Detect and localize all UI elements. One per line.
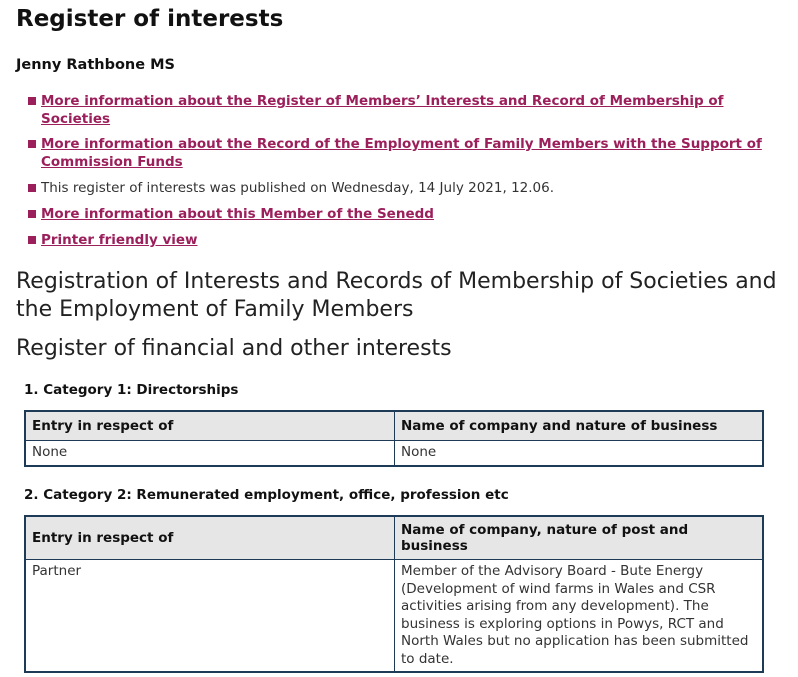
column-header: Entry in respect of bbox=[25, 516, 395, 560]
category1-title: 1. Category 1: Directorships bbox=[24, 382, 239, 398]
published-date-text: This register of interests was published on Wednesday, 14 July 2021, 12.06. bbox=[41, 180, 555, 196]
category2-title: 2. Category 2: Remunerated employment, office, profession etc bbox=[24, 487, 509, 503]
member-info-link[interactable]: More information about this Member of the Senedd bbox=[41, 206, 434, 222]
printer-friendly-link[interactable]: Printer friendly view bbox=[41, 232, 198, 248]
list-item bbox=[28, 135, 768, 171]
list-item bbox=[28, 179, 768, 197]
table-cell: Partner bbox=[25, 560, 395, 673]
table-cell: None bbox=[25, 441, 395, 466]
table-row bbox=[25, 441, 763, 466]
list-item bbox=[28, 205, 768, 223]
meta-list bbox=[28, 179, 768, 257]
bullet-square-icon bbox=[28, 210, 36, 218]
column-header: Name of company, nature of post and business bbox=[395, 516, 764, 560]
column-header: Entry in respect of bbox=[25, 411, 395, 441]
bullet-square-icon bbox=[28, 236, 36, 244]
registration-heading: Registration of Interests and Records of Membership of Societies and the Employment of Family Members bbox=[16, 269, 777, 322]
bullet-square-icon bbox=[28, 140, 36, 148]
employment-table bbox=[24, 515, 764, 673]
table-header-row bbox=[25, 411, 763, 441]
column-header: Name of company and nature of business bbox=[395, 411, 764, 441]
table-cell: Member of the Advisory Board - Bute Energy (Development of wind farms in Wales and CSR activities arising from any development). The business is exploring options in Powys, RCT and North Wales but no application has been submitted to date. bbox=[395, 560, 764, 673]
directorships-table bbox=[24, 410, 764, 467]
table-cell: None bbox=[395, 441, 764, 466]
info-links-list bbox=[28, 92, 768, 178]
member-name: Jenny Rathbone MS bbox=[16, 57, 175, 73]
list-item bbox=[28, 92, 768, 128]
page-title: Register of interests bbox=[16, 6, 284, 32]
bullet-square-icon bbox=[28, 97, 36, 105]
family-employment-info-link[interactable]: More information about the Record of the Employment of Family Members with the Support of Commission Funds bbox=[41, 136, 762, 170]
list-item bbox=[28, 231, 768, 249]
table-header-row bbox=[25, 516, 763, 560]
table-row bbox=[25, 560, 763, 673]
register-info-link[interactable]: More information about the Register of Members’ Interests and Record of Membership of Societies bbox=[41, 93, 724, 127]
financial-interests-heading: Register of financial and other interests bbox=[16, 336, 452, 361]
bullet-square-icon bbox=[28, 184, 36, 192]
